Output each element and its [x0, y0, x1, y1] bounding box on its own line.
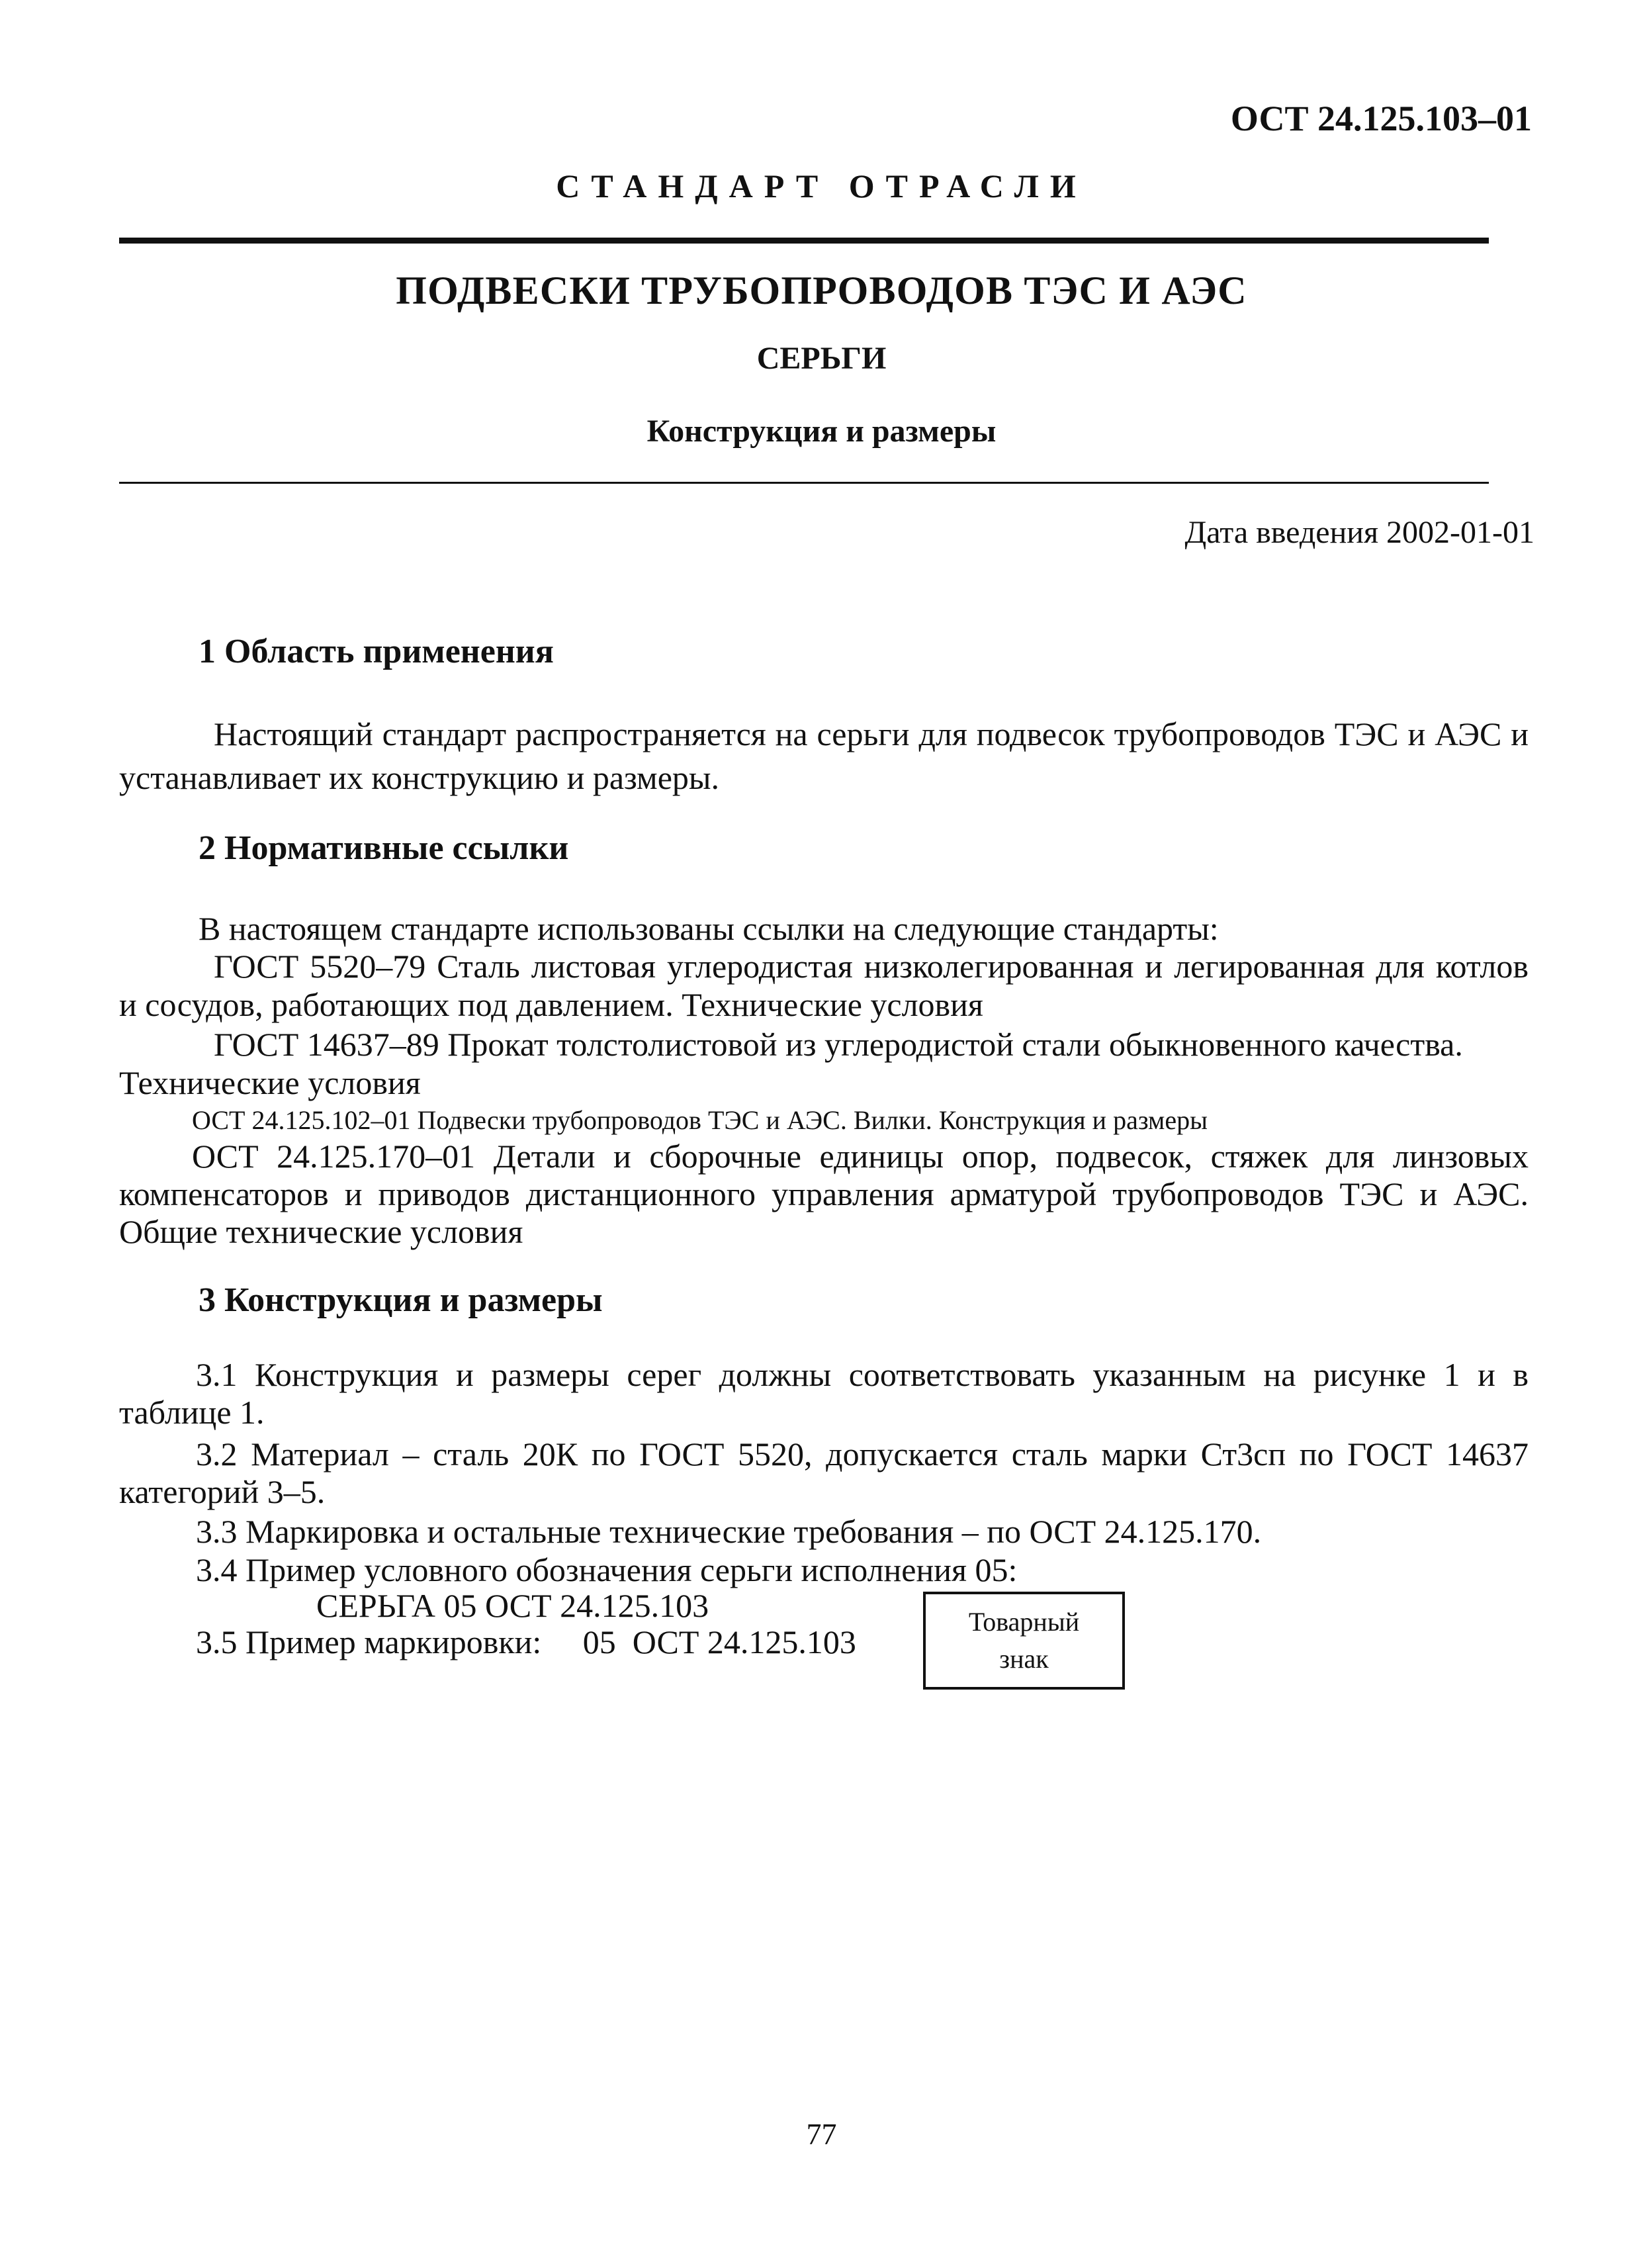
header-rule-thick — [119, 238, 1489, 244]
clause-3-1-line-1: 3.1 Конструкция и размеры серег должны соответствовать указанным на рисунке 1 и в — [196, 1356, 1529, 1393]
clause-3-5: 3.5 Пример маркировки: 05 ОСТ 24.125.103 — [196, 1623, 856, 1660]
clause-3-1-line-2: таблице 1. — [119, 1394, 265, 1431]
page-number: 77 — [806, 2117, 837, 2151]
section-2-heading: 2 Нормативные ссылки — [199, 829, 569, 867]
document-subsubtitle: Конструкция и размеры — [646, 414, 997, 449]
reference-ost-125-170-line-2: компенсаторов и приводов дистанционного управления арматурой трубопроводов ТЭС и АЭС. — [119, 1175, 1529, 1212]
clause-3-4-designation-example: СЕРЬГА 05 ОСТ 24.125.103 — [316, 1587, 709, 1624]
section-3-heading: 3 Конструкция и размеры — [199, 1281, 603, 1319]
introduction-date: Дата введения 2002-01-01 — [1184, 515, 1534, 550]
section-2-intro: В настоящем стандарте использованы ссылки на следующие стандарты: — [199, 910, 1219, 947]
reference-ost-125-102: ОСТ 24.125.102–01 Подвески трубопроводов ТЭС и АЭС. Вилки. Конструкция и размеры — [192, 1105, 1208, 1135]
section-1-heading: 1 Область применения — [199, 633, 554, 670]
reference-gost-5520-line-2: и сосудов, работающих под давлением. Технические условия — [119, 986, 983, 1023]
clause-3-3: 3.3 Маркировка и остальные технические требования – по ОСТ 24.125.170. — [196, 1513, 1262, 1550]
section-1-text-line-1: Настоящий стандарт распространяется на серьги для подвесок трубопроводов ТЭС и АЭС и — [214, 715, 1529, 752]
document-code: ОСТ 24.125.103–01 — [1230, 99, 1532, 138]
reference-gost-14637-line-2: Технические условия — [119, 1064, 421, 1101]
reference-ost-125-170-line-1: ОСТ 24.125.170–01 Детали и сборочные единицы опор, подвесок, стяжек для линзовых — [192, 1138, 1529, 1175]
header-rule-thin — [119, 482, 1489, 484]
clause-3-2-line-2: категорий 3–5. — [119, 1473, 326, 1510]
clause-3-2-line-1: 3.2 Материал – сталь 20К по ГОСТ 5520, допускается сталь марки Ст3сп по ГОСТ 14637 — [196, 1435, 1529, 1473]
section-1-text-line-2: устанавливает их конструкцию и размеры. — [119, 759, 719, 796]
trademark-label-line-1: Товарный — [968, 1607, 1080, 1637]
reference-gost-5520-line-1: ГОСТ 5520–79 Сталь листовая углеродистая низколегированная и легированная для котлов — [214, 948, 1529, 985]
reference-gost-14637-line-1: ГОСТ 14637–89 Прокат толстолистовой из углеродистой стали обыкновенного качества. — [214, 1026, 1463, 1063]
trademark-label-line-2: знак — [999, 1644, 1049, 1674]
reference-ost-125-170-line-3: Общие технические условия — [119, 1213, 523, 1250]
clause-3-4: 3.4 Пример условного обозначения серьги исполнения 05: — [196, 1551, 1018, 1588]
document-title: ПОДВЕСКИ ТРУБОПРОВОДОВ ТЭС И АЭС — [396, 269, 1247, 312]
document-subtitle: СЕРЬГИ — [756, 341, 887, 376]
trademark-box — [923, 1592, 1125, 1690]
standard-type-heading: СТАНДАРТ ОТРАСЛИ — [556, 167, 1087, 204]
